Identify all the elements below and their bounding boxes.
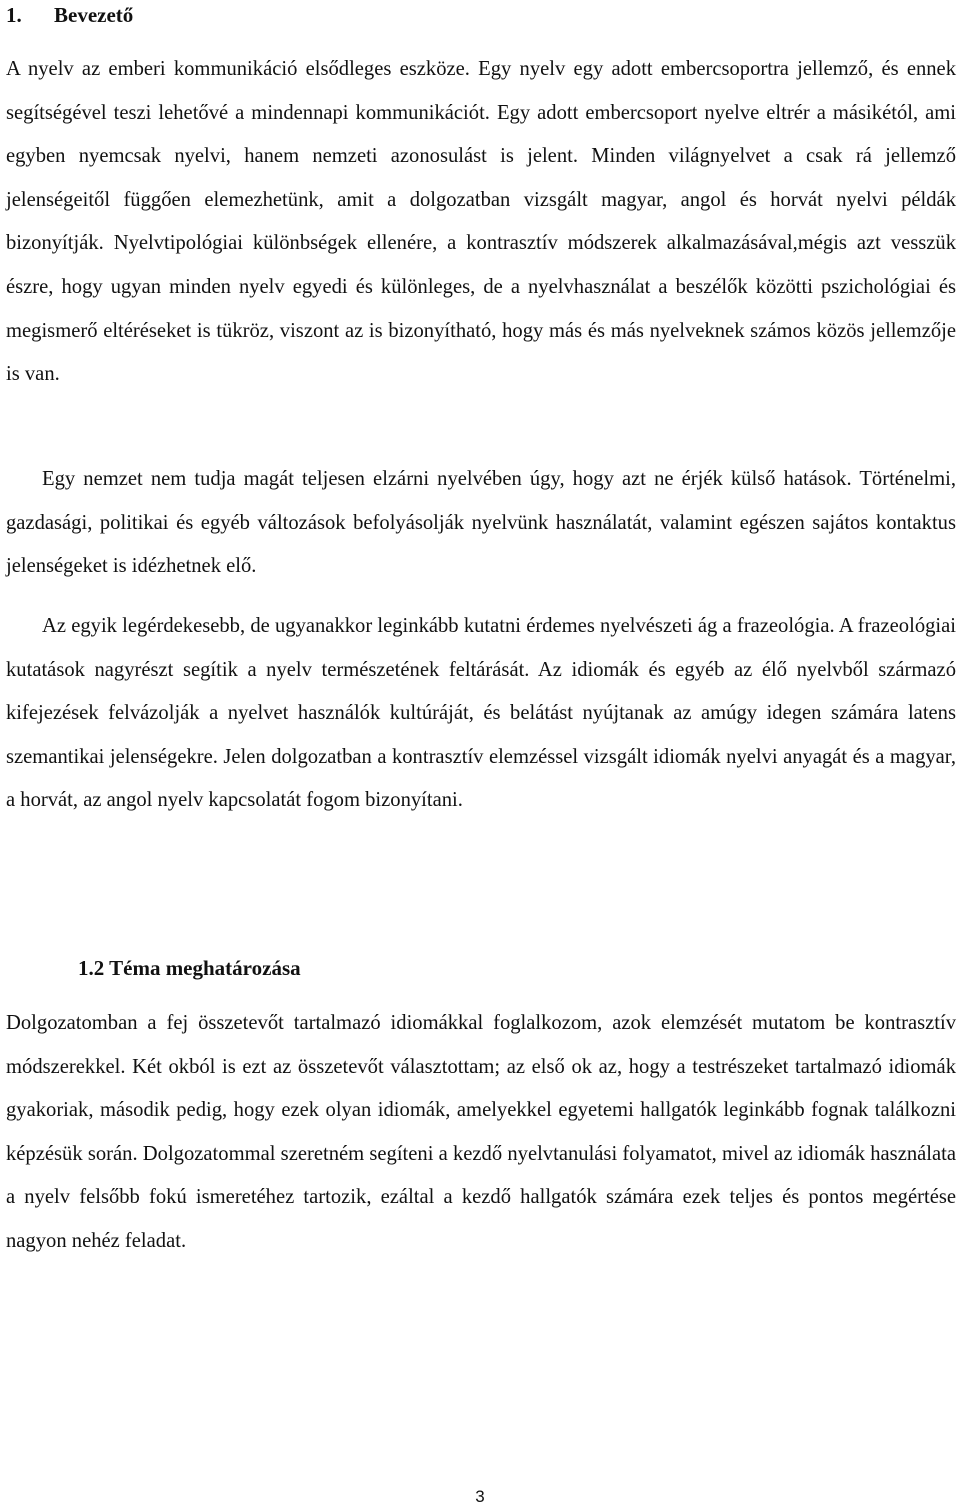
subsection-heading-tema: 1.2 Téma meghatározása — [78, 956, 301, 980]
section-title: Bevezető — [54, 3, 134, 27]
section-number: 1. — [6, 3, 22, 27]
paragraph-intro-3: Az egyik legérdekesebb, de ugyanakkor leginkább kutatni érdemes nyelvészeti ág a frazeológia. A frazeológiai kutatások nagyrészt segítik a nyelv természetének feltárását. Az idiomák és egyéb az élő nyelvből származó kifejezések felvázolják a nyelvet használók kultúráját, és belátást nyújtanak az amúgy idegen számára latens szemantikai jelenségekre. Jelen dolgozatban a kontrasztív elemzéssel vizsgált idiomák nyelvi anyagát és a magyar, a horvát, az angol nyelv kapcsolatát fogom bizonyítani. — [6, 615, 956, 812]
page-number: 3 — [475, 1487, 485, 1506]
paragraph-intro-2: Egy nemzet nem tudja magát teljesen elzárni nyelvében úgy, hogy azt ne érjék külső hatások. Történelmi, gazdasági, politikai és egyéb változások befolyásolják nyelvünk használatát, valamint egészen sajátos kontaktus jelenségeket is idézhetnek elő. — [6, 468, 956, 578]
paragraph-tema: Dolgozatomban a fej összetevőt tartalmazó idiomákkal foglalkozom, azok elemzését mutatom be kontrasztív módszerekkel. Két okból is ezt az összetevőt választottam; az első ok az, hogy a testrészeket tartalmazó idiomák gyakoriak, második pedig, hogy ezek olyan idiomák, amelyekkel egyetemi hallgatók leginkább fognak találkozni képzésük során. Dolgozatommal szeretném segíteni a kezdő nyelvtanulási folyamatot, mivel az idiomák használata a nyelv felsőbb fokú ismeretéhez tartozik, ezáltal a kezdő hallgatók számára ezek teljes és pontos megértése nagyon nehéz feladat. — [6, 1012, 956, 1252]
section-heading-bevezeto — [6, 2, 133, 28]
paragraph-intro-1: A nyelv az emberi kommunikáció elsődleges eszköze. Egy nyelv egy adott embercsoportra jellemző, és ennek segítségével teszi lehetővé a mindennapi kommunikációt. Egy adott embercsoport nyelve eltrér a másikétól, ami egyben nyemcsak nyelvi, hanem nemzeti azonosulást is jelent. Minden világnyelvet a csak rá jellemző jelenségeitől függően elemezhetünk, amit a dolgozatban vizsgált magyar, angol és horvát nyelvi példák bizonyítják. Nyelvtipológiai különbségek ellenére, a kontrasztív módszerek alkalmazásával,mégis azt vesszük észre, hogy ugyan minden nyelv egyedi és különleges, de a nyelvhasználat a beszélők közötti pszichológiai és megismerő eltéréseket is tükröz, viszont az is bizonyítható, hogy más és más nyelveknek számos közös jellemzője is van. — [6, 58, 956, 386]
